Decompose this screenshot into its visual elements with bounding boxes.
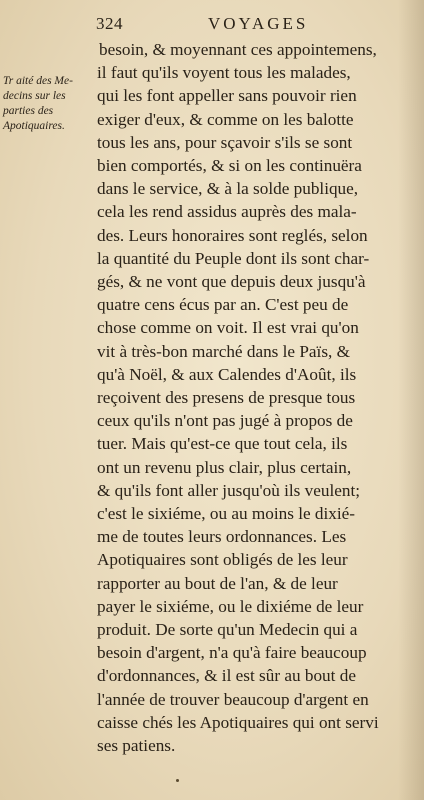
text-line: ceux qu'ils n'ont pas jugé à propos de	[97, 411, 353, 431]
text-line: Apotiquaires sont obligés de les leur	[97, 550, 348, 570]
running-title: VOYAGES	[208, 14, 309, 33]
running-header	[96, 14, 414, 38]
text-line: tuer. Mais qu'est-ce que tout cela, ils	[97, 434, 348, 454]
margin-note-line: decins sur les	[3, 90, 66, 102]
text-line: dans le service, & à la solde publique,	[97, 179, 359, 199]
text-line: cela les rend assidus auprès des mala-	[97, 202, 357, 222]
margin-note	[3, 74, 97, 134]
text-line: vit à très-bon marché dans le Païs, &	[97, 341, 350, 361]
text-line: d'ordonnances, & il est sûr au bout de	[97, 666, 356, 686]
margin-note-line: Tr aité des Me-	[3, 75, 73, 87]
text-line: besoin d'argent, n'a qu'à faire beaucoup	[97, 643, 367, 663]
text-line: ses patiens.	[97, 736, 176, 756]
text-line: produit. De sorte qu'un Medecin qui a	[97, 620, 358, 640]
text-line: payer le sixiéme, ou le dixiéme de leur	[97, 596, 364, 616]
margin-note-line: parties des	[3, 105, 54, 117]
text-line: il faut qu'ils voyent tous les malades,	[97, 63, 351, 83]
text-line: tous les ans, pour sçavoir s'ils se sont	[97, 132, 353, 152]
text-line: qui les font appeller sans pouvoir rien	[97, 86, 357, 106]
text-line: chose comme on voit. Il est vrai qu'on	[97, 318, 359, 338]
text-line: exiger d'eux, & comme on les balotte	[97, 109, 354, 129]
text-line: gés, & ne vont que depuis deux jusqu'à	[97, 272, 366, 292]
margin-note-line: Apotiquaires.	[3, 120, 65, 132]
text-line: qu'à Noël, & aux Calendes d'Août, ils	[97, 364, 357, 384]
text-line: la quantité du Peuple dont ils sont char-	[97, 248, 370, 268]
body-text	[97, 38, 415, 757]
ink-spot	[176, 779, 179, 782]
text-line: me de toutes leurs ordonnances. Les	[97, 527, 347, 547]
text-line: c'est le sixiéme, ou au moins le dixié-	[97, 504, 355, 524]
text-line: l'année de trouver beaucoup d'argent en	[97, 689, 369, 709]
text-line: des. Leurs honoraires sont reglés, selon	[97, 225, 368, 245]
text-line: rapporter au bout de l'an, & de leur	[97, 573, 338, 593]
text-line: reçoivent des presens de presque tous	[97, 388, 356, 408]
text-line: quatre cens écus par an. C'est peu de	[97, 295, 349, 315]
text-line: & qu'ils font aller jusqu'où ils veulent;	[97, 480, 361, 500]
text-line: caisse chés les Apotiquaires qui ont servi	[97, 712, 379, 732]
text-line: bien comportés, & si on les continuëra	[97, 156, 362, 176]
page-number: 324	[96, 14, 123, 33]
text-line: ont un revenu plus clair, plus certain,	[97, 457, 352, 477]
text-line: besoin, & moyennant ces appointemens,	[99, 40, 377, 59]
